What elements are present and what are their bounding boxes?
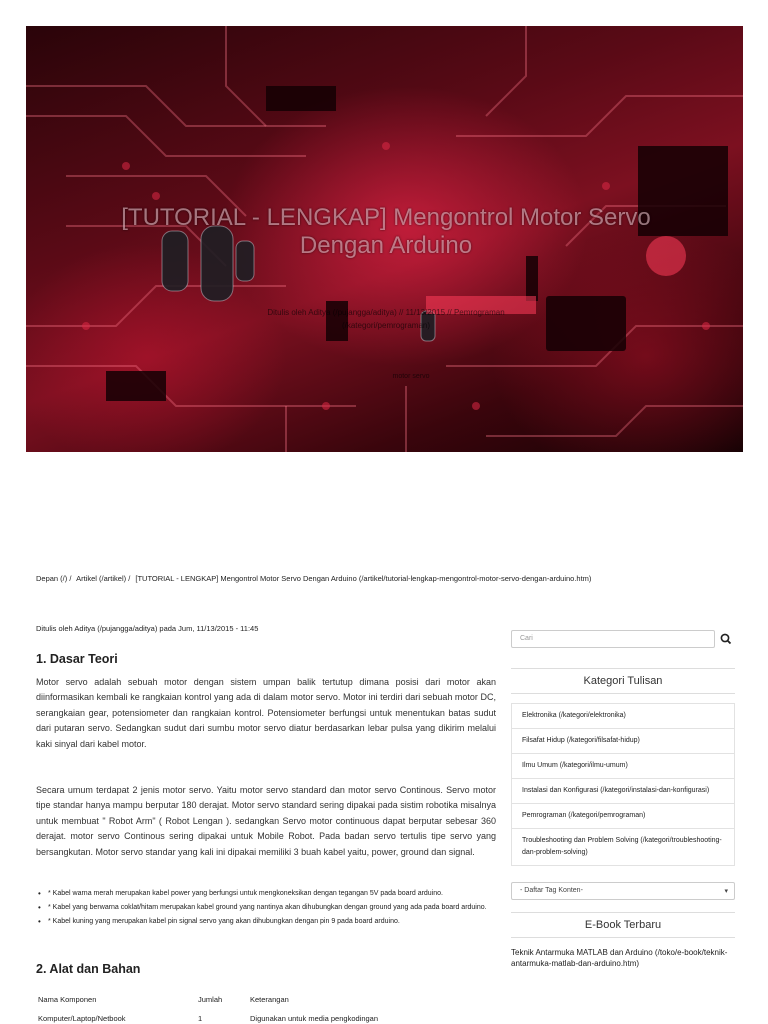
article-byline: Ditulis oleh Aditya (/pujangga/aditya) pada Jum, 11/13/2015 - 11:45 [36,624,259,633]
table-header: Jumlah [198,995,223,1004]
table-header: Nama Komponen [38,995,97,1004]
table-cell: Komputer/Laptop/Netbook [38,1014,126,1023]
paragraph: Motor servo adalah sebuah motor dengan sistem umpan balik tertutup dimana posisi dari motor akan diinformasikan kembali ke rangkaian kontrol yang ada di dalam motor servo. Motor ini terdiri dari sebuah motor DC, serangkaian gear, potensiometer dan rangkaian kontrol. Potensiometer berfungsi untuk menentukan batas sudut dari putaran servo. Sedangkan sudut dari sumbu motor servo diatur berdasarkan lebar pulsa yang dikirim melalui kaki sinyal dari kabel motor. [36,677,496,749]
kategori-item-instalasi[interactable]: Instalasi dan Konfigurasi (/kategori/instalasi-dan-konfigurasi) [512,779,734,804]
list-item: • * Kabel kuning yang merupakan kabel pin signal servo yang akan dihubungkan dengan pin 9 pada board arduino. [36,916,496,927]
kategori-item-elektronika[interactable]: Elektronika (/kategori/elektronika) [512,704,734,729]
search-input[interactable]: Cari [511,630,715,648]
hero-meta-category[interactable]: (/kategori/pemrograman) [341,321,431,330]
section-title-dasar-teori: 1. Dasar Teori [36,652,118,666]
kabel-list [36,888,496,930]
search-icon[interactable] [719,632,733,646]
kategori-item-pemrograman[interactable]: Pemrograman (/kategori/pemrograman) [512,804,734,829]
list-item: • * Kabel yang berwarna coklat/hitam merupakan kabel ground yang nantinya akan dihubungkan dengan ground yang ada pada board arduino. [36,902,496,913]
hero-banner [26,26,743,452]
article-body [36,624,496,1023]
kategori-item-troubleshooting[interactable]: Troubleshooting dan Problem Solving (/kategori/troubleshooting-dan-problem-solving) [512,829,734,865]
breadcrumb [36,574,736,583]
paragraph: Secara umum terdapat 2 jenis motor servo. Yaitu motor servo standard dan motor servo Continous. Servo motor tipe standar hanya mampu berputar 180 derajat. Motor servo standard sering dipakai pada sistim robotika misalnya untuk membuat " Robot Arm" ( Robot Lengan ). sedangkan Servo motor continuous dapat berputar sebesar 360 derajat. motor servo Continous sering dipakai untuk Mobile Robot. Pada badan servo tertulis tipe servo yang bersangkutan. Motor servo standar yang kali ini dipakai memiliki 3 buah kabel yaitu, power, ground dan signal. [36,785,496,857]
ebook-heading: E-Book Terbaru [511,912,735,938]
kategori-item-filsafat-hidup[interactable]: Filsafat Hidup (/kategori/filsafat-hidup) [512,729,734,754]
breadcrumb-current[interactable]: [TUTORIAL - LENGKAP] Mengontrol Motor Servo Dengan Arduino (/artikel/tutorial-lengkap-mengontrol-motor-servo-dengan-arduino.htm) [135,574,592,583]
section-title-alat-bahan: 2. Alat dan Bahan [36,962,141,976]
tag-dropdown[interactable] [511,882,735,900]
hero-meta-line[interactable]: Ditulis oleh Aditya (/pujangga/aditya) // 11/13/2015 // Pemrograman [267,308,505,317]
hero-title: [TUTORIAL - LENGKAP] Mengontrol Motor Servo Dengan Arduino [121,204,651,259]
component-table [36,992,448,1024]
breadcrumb-artikel[interactable]: Artikel (/artikel) / [76,574,131,583]
table-cell: Digunakan untuk media pengkodingan [250,1014,379,1023]
tag-dropdown-value: - Daftar Tag Konten- [520,887,583,894]
chevron-down-icon: ▾ [724,888,728,895]
list-item: • * Kabel warna merah merupakan kabel power yang berfungsi untuk mengkoneksikan dengan tegangan 5V pada board arduino. [36,888,496,899]
ebook-link[interactable]: Teknik Antarmuka MATLAB dan Arduino (/toko/e-book/teknik-antarmuka-matlab-dan-arduino.htm) [511,948,728,968]
table-row [36,1011,448,1024]
hero-meta [176,306,596,332]
kategori-heading: Kategori Tulisan [511,668,735,694]
breadcrumb-home[interactable]: Depan (/) / [36,574,72,583]
table-cell: 1 [198,1014,203,1023]
table-header-row [36,992,448,1011]
table-header: Keterangan [250,995,289,1004]
kategori-list [511,703,735,866]
hero-tag[interactable]: motor servo [392,373,430,380]
kategori-item-ilmu-umum[interactable]: Ilmu Umum (/kategori/ilmu-umum) [512,754,734,779]
